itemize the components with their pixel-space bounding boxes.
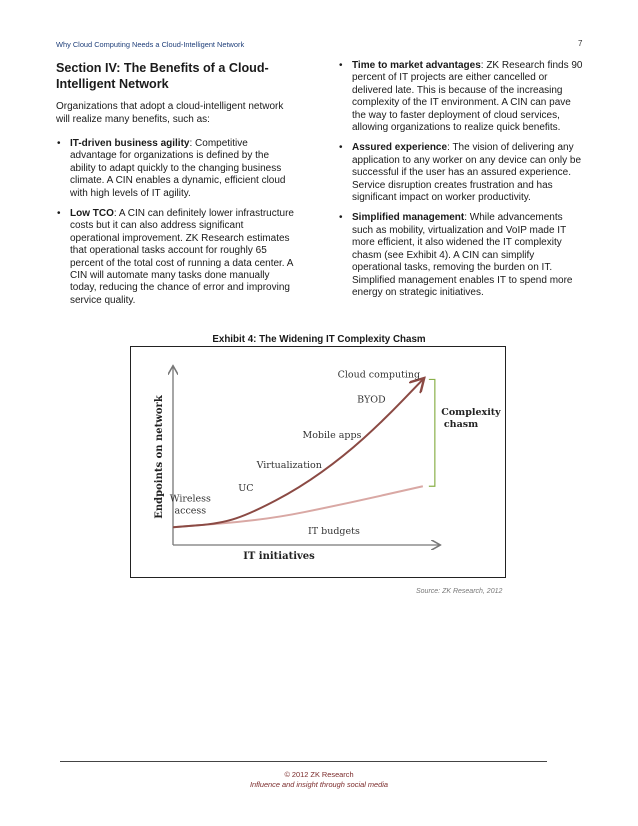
exhibit-chart <box>130 346 506 578</box>
exhibit-title: Exhibit 4: The Widening IT Complexity Chasm <box>212 334 426 345</box>
benefit-text: : The vision of delivering any application to any worker on any device can only be successful if the user has an assured experience. Service disruption creates frustration and has significant impact on worker productivity. <box>352 142 582 204</box>
footer-rule <box>60 761 547 762</box>
benefit-text: : A CIN can definitely lower infrastructure costs but it can also address significant operational improvement. ZK Research estimates that operational tasks account for roughly 65 percent of the total cost of running a data center. A CIN will automate many tasks done manually today, reducing the chance of error and improving service quality. <box>70 208 294 306</box>
point-label: BYOD <box>357 394 386 406</box>
list-item <box>338 142 586 204</box>
point-label: Wireless access <box>169 493 211 517</box>
benefit-text: : ZK Research finds 90 percent of IT projects are either cancelled or delivered late. This is because of the increasing complexity of the IT environment. A CIN can pave the way to faster deployment of cloud services, allowing organizations to realize quick benefits. <box>352 60 583 134</box>
bullet-icon: • <box>57 138 61 149</box>
complexity-chasm-bracket <box>429 379 435 486</box>
point-labels <box>170 369 420 537</box>
it-budgets-line <box>173 486 423 527</box>
page-number: 7 <box>578 39 583 48</box>
chasm-label-line1: Complexity <box>441 407 501 418</box>
footer-tagline: Influence and insight through social media <box>249 780 389 789</box>
benefit-term: Time to market advantages <box>352 60 481 71</box>
chasm-label-line2: chasm <box>443 419 479 430</box>
exhibit-source: Source: ZK Research, 2012 <box>416 588 503 595</box>
section-intro: Organizations that adopt a cloud-intelligent network will realize many benefits, such as: <box>56 101 284 125</box>
point-label: UC <box>238 482 254 494</box>
point-label: Mobile apps <box>302 430 362 441</box>
benefits-list-right <box>338 60 586 299</box>
benefit-term: Simplified management <box>352 212 465 224</box>
list-item <box>338 60 586 134</box>
list-item <box>56 208 294 307</box>
point-label: Cloud computing <box>337 369 421 381</box>
bullet-icon: • <box>339 212 343 224</box>
benefit-term: IT-driven business agility <box>70 138 190 149</box>
benefit-term: Assured experience <box>352 142 448 154</box>
bullet-icon: • <box>57 208 61 220</box>
footer-copyright: © 2012 ZK Research <box>284 770 354 779</box>
y-axis-label: Endpoints on network <box>154 395 165 519</box>
complexity-chasm-chart <box>131 347 505 577</box>
benefit-term: Low TCO <box>70 208 114 220</box>
section-title: Section IV: The Benefits of a Cloud-Intelligent Network <box>56 61 269 91</box>
list-item <box>338 212 586 299</box>
list-item <box>56 138 294 200</box>
bullet-icon: • <box>339 142 343 154</box>
bullet-icon: • <box>339 60 343 71</box>
point-label: IT budgets <box>308 526 360 538</box>
point-label: Virtualization <box>256 460 322 472</box>
x-axis-label: IT initiatives <box>243 551 315 562</box>
benefits-list-left <box>56 138 294 307</box>
right-column <box>338 60 586 307</box>
running-title: Why Cloud Computing Needs a Cloud-Intelligent Network <box>56 40 245 49</box>
benefit-text: : While advancements such as mobility, virtualization and VoIP made IT more efficient, it also widened the IT complexity chasm (see Exhibit 4). A CIN can simplify operational tasks, removing the burden on IT. Simplified management enables IT to spend more energy on strategic initiatives. <box>352 212 573 298</box>
benefit-text: : Competitive advantage for organizations is defined by the ability to adapt quickly to the changing business climate. A CIN enables a dynamic, efficient cloud with high levels of IT agility. <box>70 138 286 199</box>
left-column <box>56 60 294 315</box>
